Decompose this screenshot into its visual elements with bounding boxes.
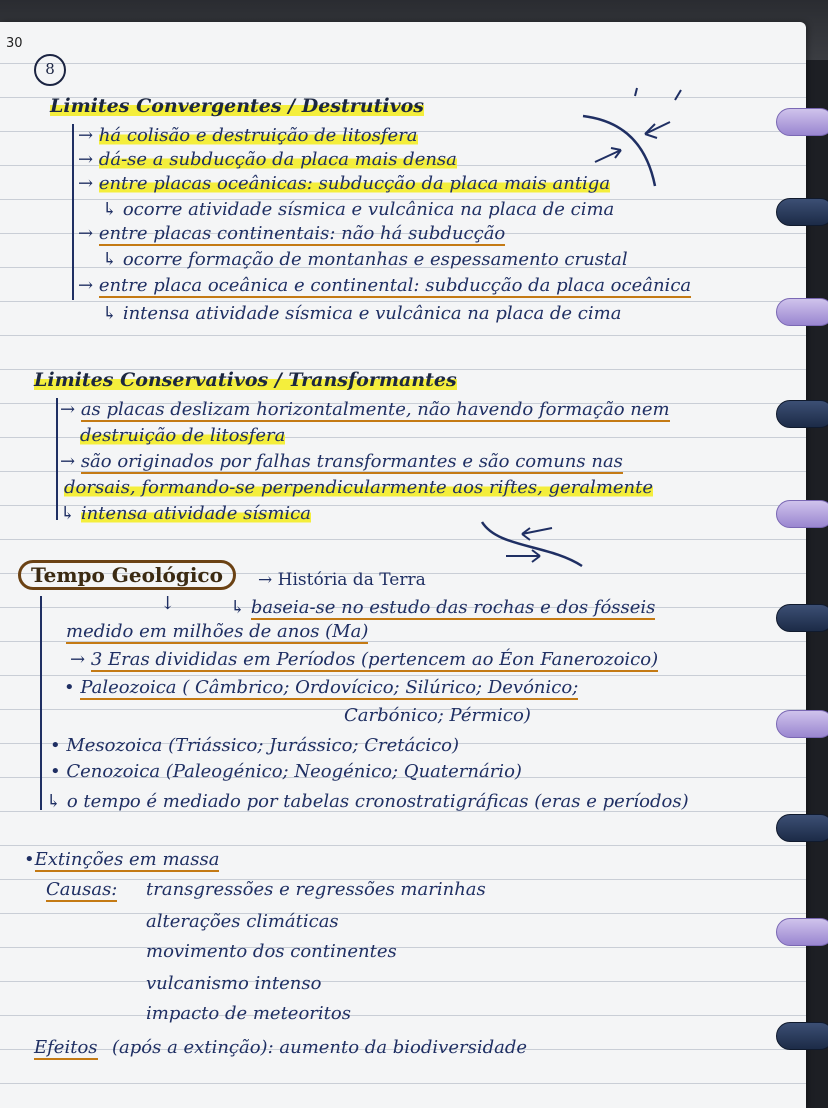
note-line: ↳ ocorre formação de montanhas e espessamento crustal: [102, 249, 628, 270]
note-line: → as placas deslizam horizontalmente, não havendo formação nem: [60, 399, 670, 420]
bracket-line: [56, 398, 58, 520]
binder-ring: [776, 400, 828, 428]
binder-ring: [776, 198, 828, 226]
note-line: • Mesozoica (Triássico; Jurássico; Cretácico): [50, 735, 460, 756]
binder-ring: [776, 298, 828, 326]
bracket-line: [40, 596, 42, 810]
cause-item: vulcanismo intenso: [146, 973, 322, 994]
note-line: ↳ o tempo é mediado por tabelas cronostratigráficas (eras e períodos): [46, 791, 689, 812]
page-mark: 8: [34, 54, 66, 86]
note-line: → 3 Eras divididas em Períodos (pertencem ao Éon Fanerozoico): [70, 649, 659, 670]
cause-item: impacto de meteoritos: [146, 1003, 351, 1024]
note-line: destruição de litosfera: [80, 425, 286, 446]
note-line: • Cenozoica (Paleogénico; Neogénico; Quaternário): [50, 761, 522, 782]
heading-extincoes: •Extinções em massa: [24, 849, 220, 870]
causes-label: Causas:: [46, 879, 118, 900]
page-number: 30: [6, 36, 23, 51]
binder-ring: [776, 500, 828, 528]
heading-tempo-geologico: Tempo Geológico: [18, 560, 236, 590]
binder-ring: [776, 604, 828, 632]
heading-conservativos: Limites Conservativos / Transformantes: [34, 369, 457, 391]
binder-ring: [776, 918, 828, 946]
transform-fault-sketch: [478, 514, 588, 574]
note-line: → História da Terra: [258, 570, 426, 590]
note-line: • Paleozoica ( Câmbrico; Ordovícico; Silúrico; Devónico;: [64, 677, 579, 698]
note-line: → há colisão e destruição de litosfera: [78, 125, 418, 146]
note-line: → entre placas oceânicas: subducção da placa mais antiga: [78, 173, 611, 194]
binder-ring: [776, 108, 828, 136]
note-line: ↳ intensa atividade sísmica e vulcânica na placa de cima: [102, 303, 622, 324]
subduction-sketch: [575, 86, 685, 190]
note-line: ↳ baseia-se no estudo das rochas e dos fósseis: [230, 597, 656, 618]
note-line: ↳ ocorre atividade sísmica e vulcânica na placa de cima: [102, 199, 615, 220]
heading-convergentes: Limites Convergentes / Destrutivos: [50, 95, 425, 117]
note-line: → dá-se a subducção da placa mais densa: [78, 149, 457, 170]
cause-item: alterações climáticas: [146, 911, 339, 932]
note-line: medido em milhões de anos (Ma): [66, 621, 369, 642]
note-line: → são originados por falhas transformantes e são comuns nas: [60, 451, 623, 472]
note-line: Carbónico; Pérmico): [344, 705, 531, 726]
binder-ring: [776, 710, 828, 738]
effect-item: (após a extinção): aumento da biodiversidade: [112, 1037, 528, 1058]
note-line: ↳ intensa atividade sísmica: [60, 503, 311, 524]
cause-item: movimento dos continentes: [146, 941, 397, 962]
cause-item: transgressões e regressões marinhas: [146, 879, 486, 900]
bracket-line: [72, 124, 74, 300]
note-line: → entre placa oceânica e continental: subducção da placa oceânica: [78, 275, 692, 296]
note-line: dorsais, formando-se perpendicularmente aos riftes, geralmente: [64, 477, 654, 498]
down-arrow-icon: ↓: [160, 593, 176, 614]
binder-ring: [776, 1022, 828, 1050]
effects-label: Efeitos: [34, 1037, 98, 1058]
binder-ring: [776, 814, 828, 842]
note-line: → entre placas continentais: não há subducção: [78, 223, 506, 244]
